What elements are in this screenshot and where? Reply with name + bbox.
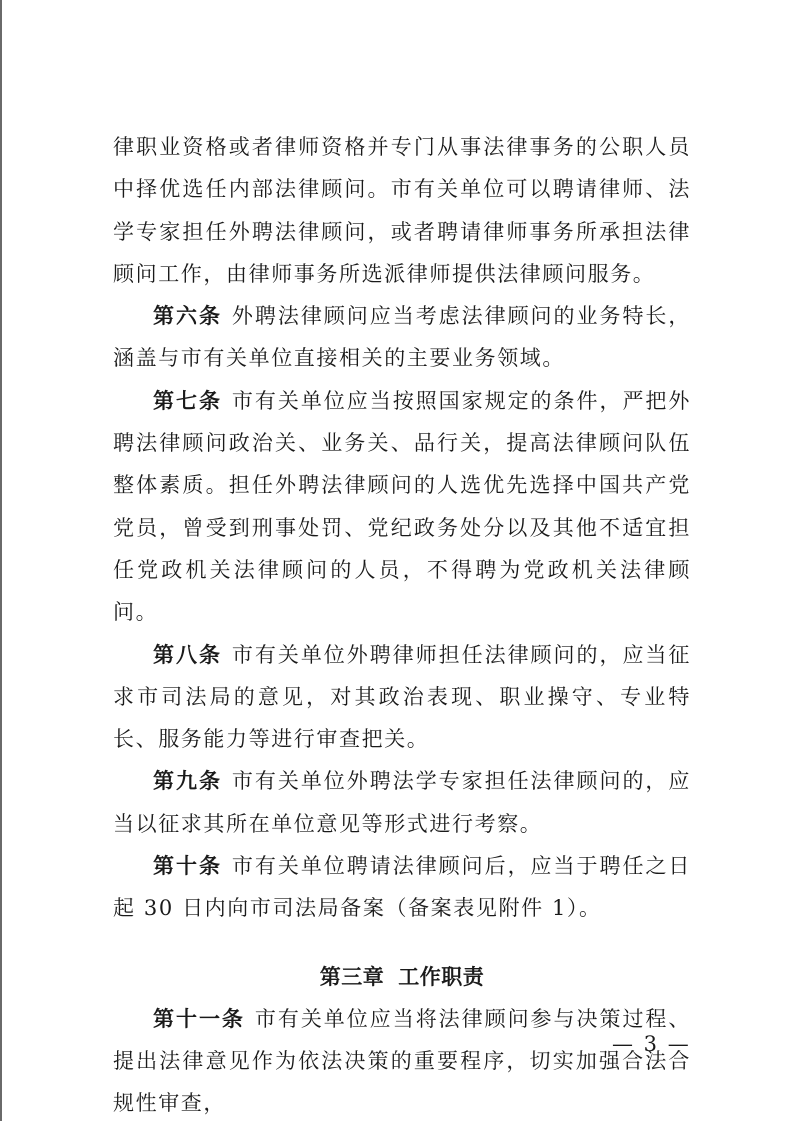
article-heading: 第九条 (153, 768, 222, 794)
article-heading: 第六条 (153, 303, 222, 329)
article-11 (113, 998, 691, 1125)
article-heading: 第七条 (153, 387, 222, 413)
article-heading: 第十条 (153, 853, 222, 879)
page-number: — 3 — (612, 1032, 691, 1056)
article-body: 市有关单位外聘律师担任法律顾问的，应当征求市司法局的意见，对其政治表现、职业操守、专业特长、服务能力等进行审查把关。 (113, 642, 691, 752)
article-8 (113, 634, 691, 761)
article-body: 市有关单位外聘法学专家担任法律顾问的，应当以征求其所在单位意见等形式进行考察。 (113, 769, 691, 836)
chapter-heading (113, 956, 691, 998)
scan-edge (0, 0, 2, 1121)
article-heading: 第十一条 (153, 1005, 245, 1031)
article-7 (113, 380, 691, 634)
article-6 (113, 295, 691, 380)
article-9 (113, 760, 691, 845)
article-10 (113, 845, 691, 930)
article-body: 市有关单位应当按照国家规定的条件，严把外聘法律顾问政治关、业务关、品行关，提高法律顾问队伍整体素质。担任外聘法律顾问的人选优先选择中国共产党党员，曾受到刑事处罚、党纪政务处分以及其他不适宜担任党政机关法律顾问的人员，不得聘为党政机关法律顾问。 (113, 388, 691, 625)
article-heading: 第八条 (153, 641, 222, 667)
article-body: 市有关单位应当将法律顾问参与决策过程、提出法律意见作为依法决策的重要程序，切实加强合法合规性审查， (113, 1006, 691, 1116)
continued-paragraph: 律职业资格或者律师资格并专门从事法律事务的公职人员中择优选任内部法律顾问。市有关单位可以聘请律师、法学专家担任外聘法律顾问，或者聘请律师事务所承担法律顾问工作，由律师事务所选派律师提供法律顾问服务。 (113, 135, 691, 286)
body-text (113, 126, 691, 1125)
article-body: 外聘法律顾问应当考虑法律顾问的业务特长，涵盖与市有关单位直接相关的主要业务领域。 (113, 304, 691, 371)
chapter-title: 工作职责 (398, 963, 485, 989)
chapter-number: 第三章 (319, 963, 385, 989)
article-body: 市有关单位聘请法律顾问后，应当于聘任之日起 30 日内向市司法局备案（备案表见附件 1）。 (113, 854, 691, 921)
